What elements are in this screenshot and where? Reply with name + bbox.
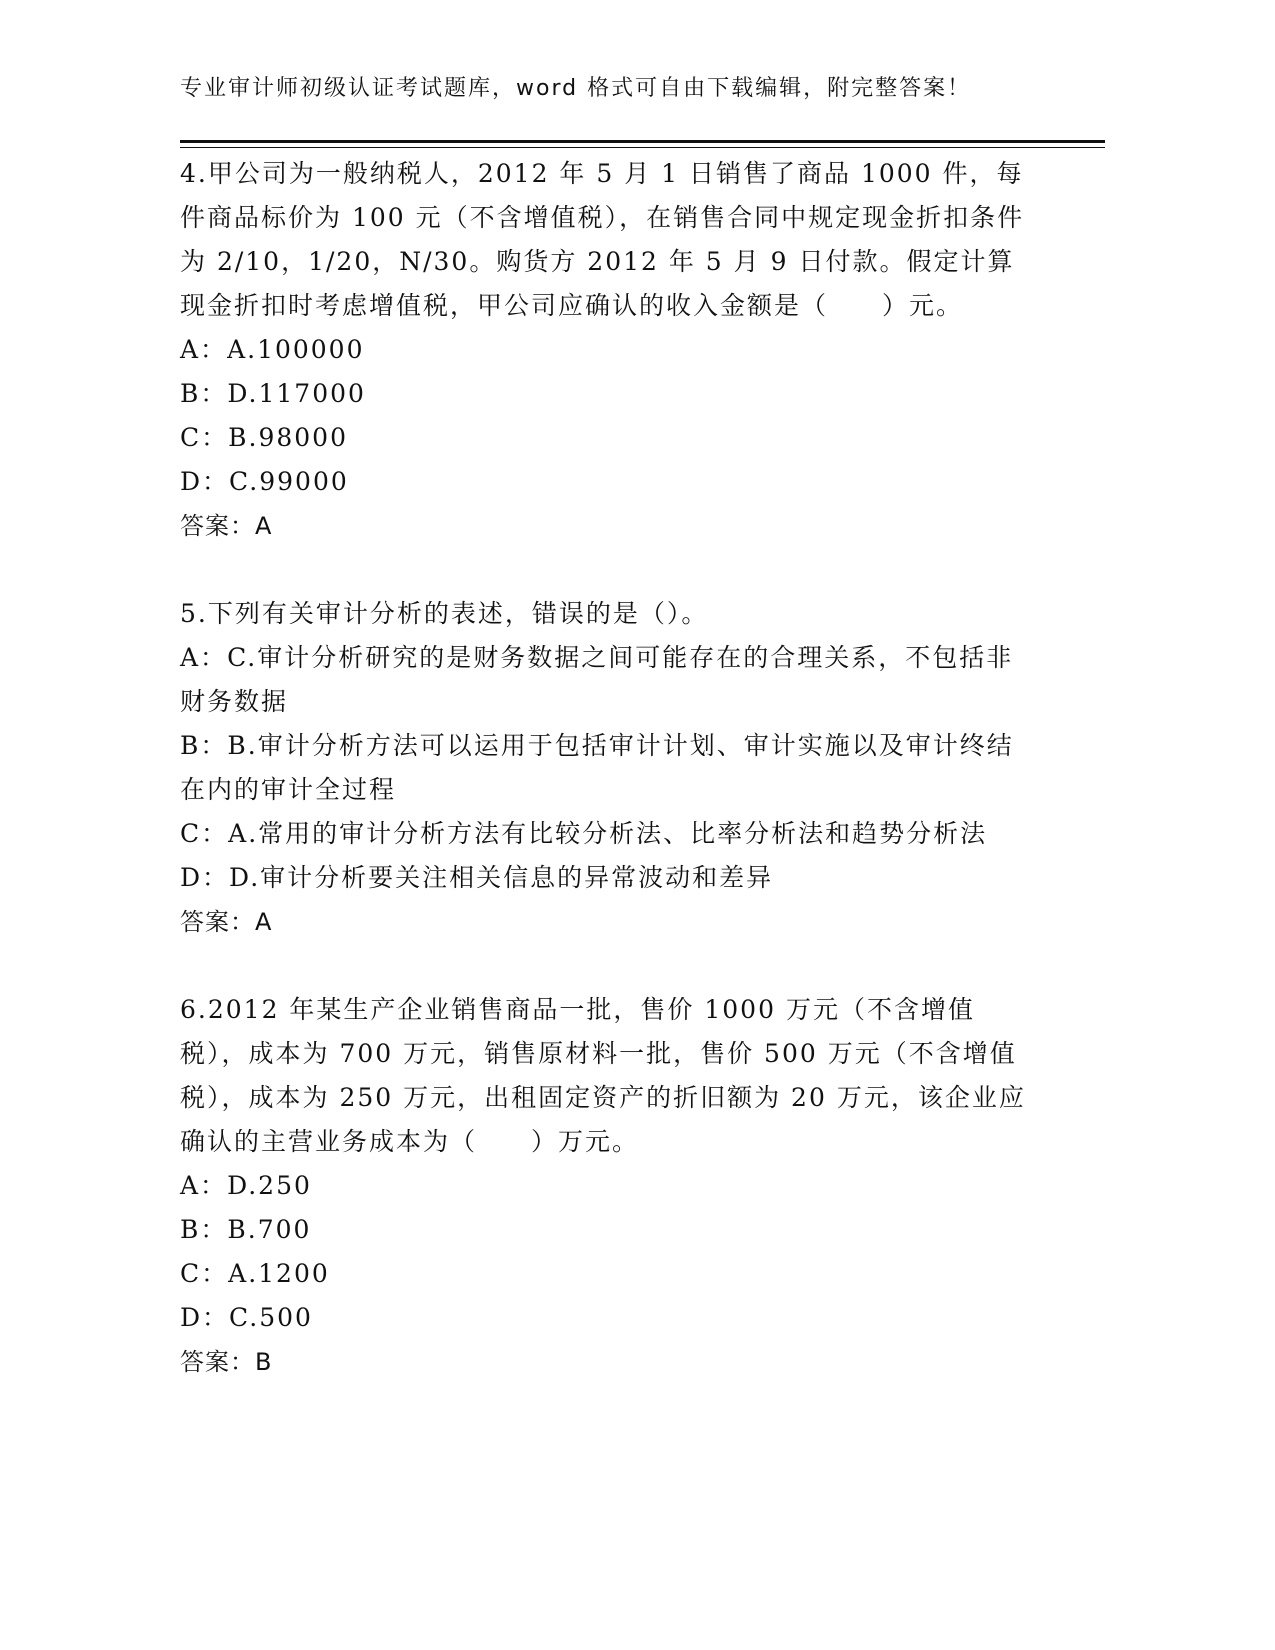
option-text: B.700 bbox=[227, 1215, 312, 1244]
option-label: D： bbox=[180, 863, 230, 892]
option-text: A.常用的审计分析方法有比较分析法、比率分析法和趋势分析法 bbox=[228, 819, 988, 848]
option-text: B.98000 bbox=[228, 423, 348, 452]
question-4 bbox=[180, 152, 1040, 548]
option-text: D.审计分析要关注相关信息的异常波动和差异 bbox=[229, 863, 774, 892]
option-c bbox=[180, 416, 1040, 460]
option-label: D： bbox=[180, 1303, 230, 1332]
option-label: C： bbox=[180, 423, 229, 452]
option-a bbox=[180, 1164, 1040, 1208]
option-d bbox=[180, 460, 1040, 504]
answer: 答案：A bbox=[180, 512, 273, 540]
option-b bbox=[180, 1208, 1040, 1252]
header-rule-thin bbox=[180, 147, 1105, 148]
option-label: C： bbox=[180, 819, 229, 848]
option-text: A.100000 bbox=[227, 335, 365, 364]
answer: 答案：B bbox=[180, 1348, 273, 1376]
option-a bbox=[180, 636, 1040, 724]
option-text: C.99000 bbox=[229, 467, 349, 496]
question-5 bbox=[180, 592, 1040, 944]
option-text: B.审计分析方法可以运用于包括审计计划、审计实施以及审计终结在内的审计全过程 bbox=[180, 731, 1014, 804]
option-label: A： bbox=[180, 1171, 228, 1200]
question-stem: 4.甲公司为一般纳税人，2012 年 5 月 1 日销售了商品 1000 件，每件商品标价为 100 元（不含增值税），在销售合同中规定现金折扣条件为 2/10，1/20，N/30。购货方 2012 年 5 月 9 日付款。假定计算现金折扣时考虑增值税，甲公司应确认的收入金额是（ ）元。 bbox=[180, 159, 1025, 320]
question-6 bbox=[180, 988, 1040, 1384]
option-text: C.审计分析研究的是财务数据之间可能存在的合理关系，不包括非财务数据 bbox=[180, 643, 1014, 716]
page-header: 专业审计师初级认证考试题库，word 格式可自由下载编辑，附完整答案！ bbox=[180, 76, 972, 101]
option-label: C： bbox=[180, 1259, 229, 1288]
option-label: D： bbox=[180, 467, 230, 496]
question-list bbox=[180, 152, 1040, 1428]
option-text: C.500 bbox=[229, 1303, 313, 1332]
option-text: D.250 bbox=[227, 1171, 312, 1200]
header-rule-thick bbox=[180, 140, 1105, 143]
option-label: A： bbox=[180, 335, 228, 364]
option-a bbox=[180, 328, 1040, 372]
option-label: A： bbox=[180, 643, 228, 672]
option-label: B： bbox=[180, 379, 228, 408]
option-text: A.1200 bbox=[228, 1259, 330, 1288]
question-stem: 5.下列有关审计分析的表述，错误的是（）。 bbox=[180, 599, 709, 628]
option-text: D.117000 bbox=[227, 379, 366, 408]
option-b bbox=[180, 724, 1040, 812]
question-stem: 6.2012 年某生产企业销售商品一批，售价 1000 万元（不含增值税），成本为 700 万元，销售原材料一批，售价 500 万元（不含增值税），成本为 250 万元，出租固定资产的折旧额为 20 万元，该企业应确认的主营业务成本为（ ）万元。 bbox=[180, 995, 1026, 1156]
option-d bbox=[180, 1296, 1040, 1340]
option-b bbox=[180, 372, 1040, 416]
option-label: B： bbox=[180, 1215, 228, 1244]
answer: 答案：A bbox=[180, 908, 273, 936]
option-c bbox=[180, 812, 1040, 856]
option-label: B： bbox=[180, 731, 228, 760]
option-d bbox=[180, 856, 1040, 900]
option-c bbox=[180, 1252, 1040, 1296]
